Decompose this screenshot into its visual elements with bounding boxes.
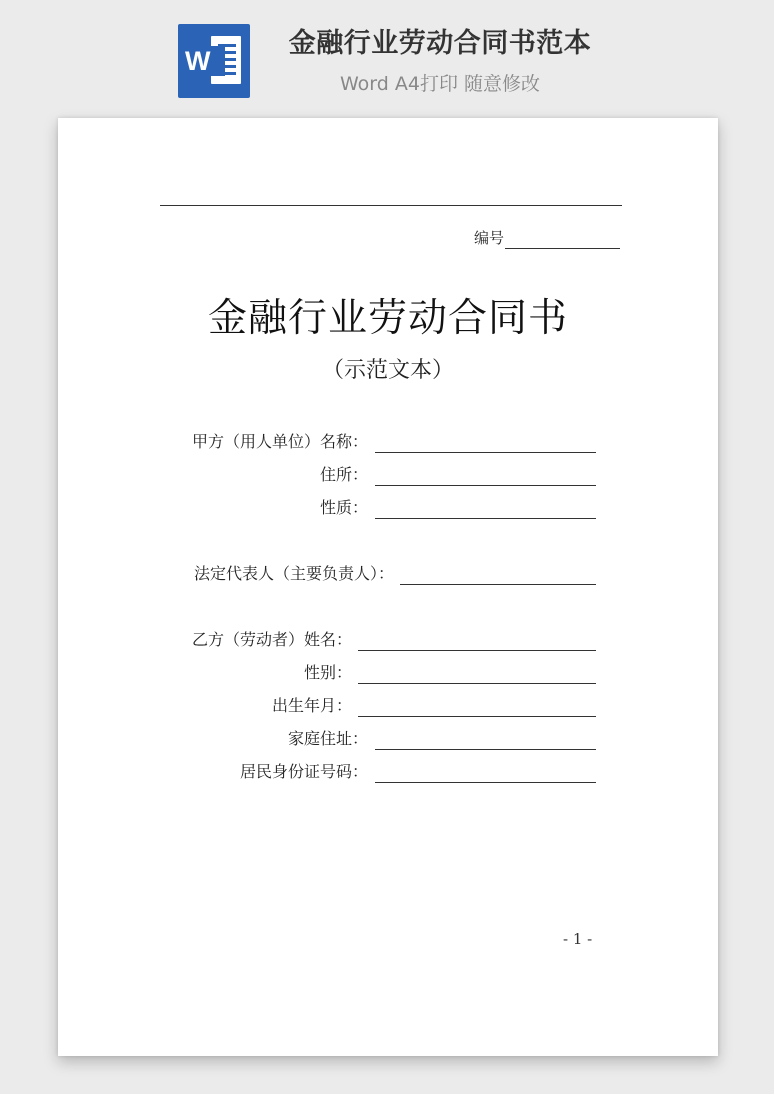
document-number-label: 编号 [473, 229, 504, 247]
legal-rep-blank [400, 584, 596, 585]
document-page [58, 118, 718, 1056]
party-a-nature-label: 性质： [319, 498, 368, 517]
party-a-address-label: 住所： [319, 465, 368, 484]
party-a-address-field [58, 464, 718, 488]
party-b-gender-field [58, 662, 718, 686]
word-letter: W [183, 46, 225, 76]
party-b-id-number-label: 居民身份证号码： [239, 762, 368, 781]
party-b-id-number-field [58, 761, 718, 785]
legal-rep-field [58, 563, 718, 587]
party-b-id-number-blank [375, 782, 596, 783]
party-b-name-blank [358, 650, 596, 651]
word-document-icon [178, 24, 250, 98]
party-b-home-address-field [58, 728, 718, 752]
party-b-home-address-blank [375, 749, 596, 750]
party-a-name-label: 甲方（用人单位）名称： [191, 432, 368, 451]
document-number-blank [505, 232, 620, 249]
party-b-home-address-label: 家庭住址： [287, 729, 368, 748]
preview-header [0, 0, 774, 110]
party-b-name-field [58, 629, 718, 653]
document-number [474, 227, 620, 249]
party-b-gender-blank [358, 683, 596, 684]
party-a-address-blank [375, 485, 596, 486]
party-b-birth-field [58, 695, 718, 719]
party-a-name-blank [375, 452, 596, 453]
legal-rep-label: 法定代表人（主要负责人）： [194, 564, 395, 583]
party-b-name-label: 乙方（劳动者）姓名： [191, 630, 352, 649]
header-subtitle: Word A4打印 随意修改 [339, 73, 540, 95]
party-b-birth-label: 出生年月： [271, 696, 352, 715]
party-b-gender-label: 性别： [303, 663, 352, 682]
party-a-nature-field [58, 497, 718, 521]
document-title: 金融行业劳动合同书 [207, 296, 568, 341]
header-title: 金融行业劳动合同书范本 [288, 28, 592, 59]
top-rule [160, 205, 622, 206]
party-a-nature-blank [375, 518, 596, 519]
party-b-birth-blank [358, 716, 596, 717]
page-number: - 1 - [563, 930, 593, 948]
party-a-name-field [58, 431, 718, 455]
document-subtitle: （示范文本） [321, 358, 454, 383]
